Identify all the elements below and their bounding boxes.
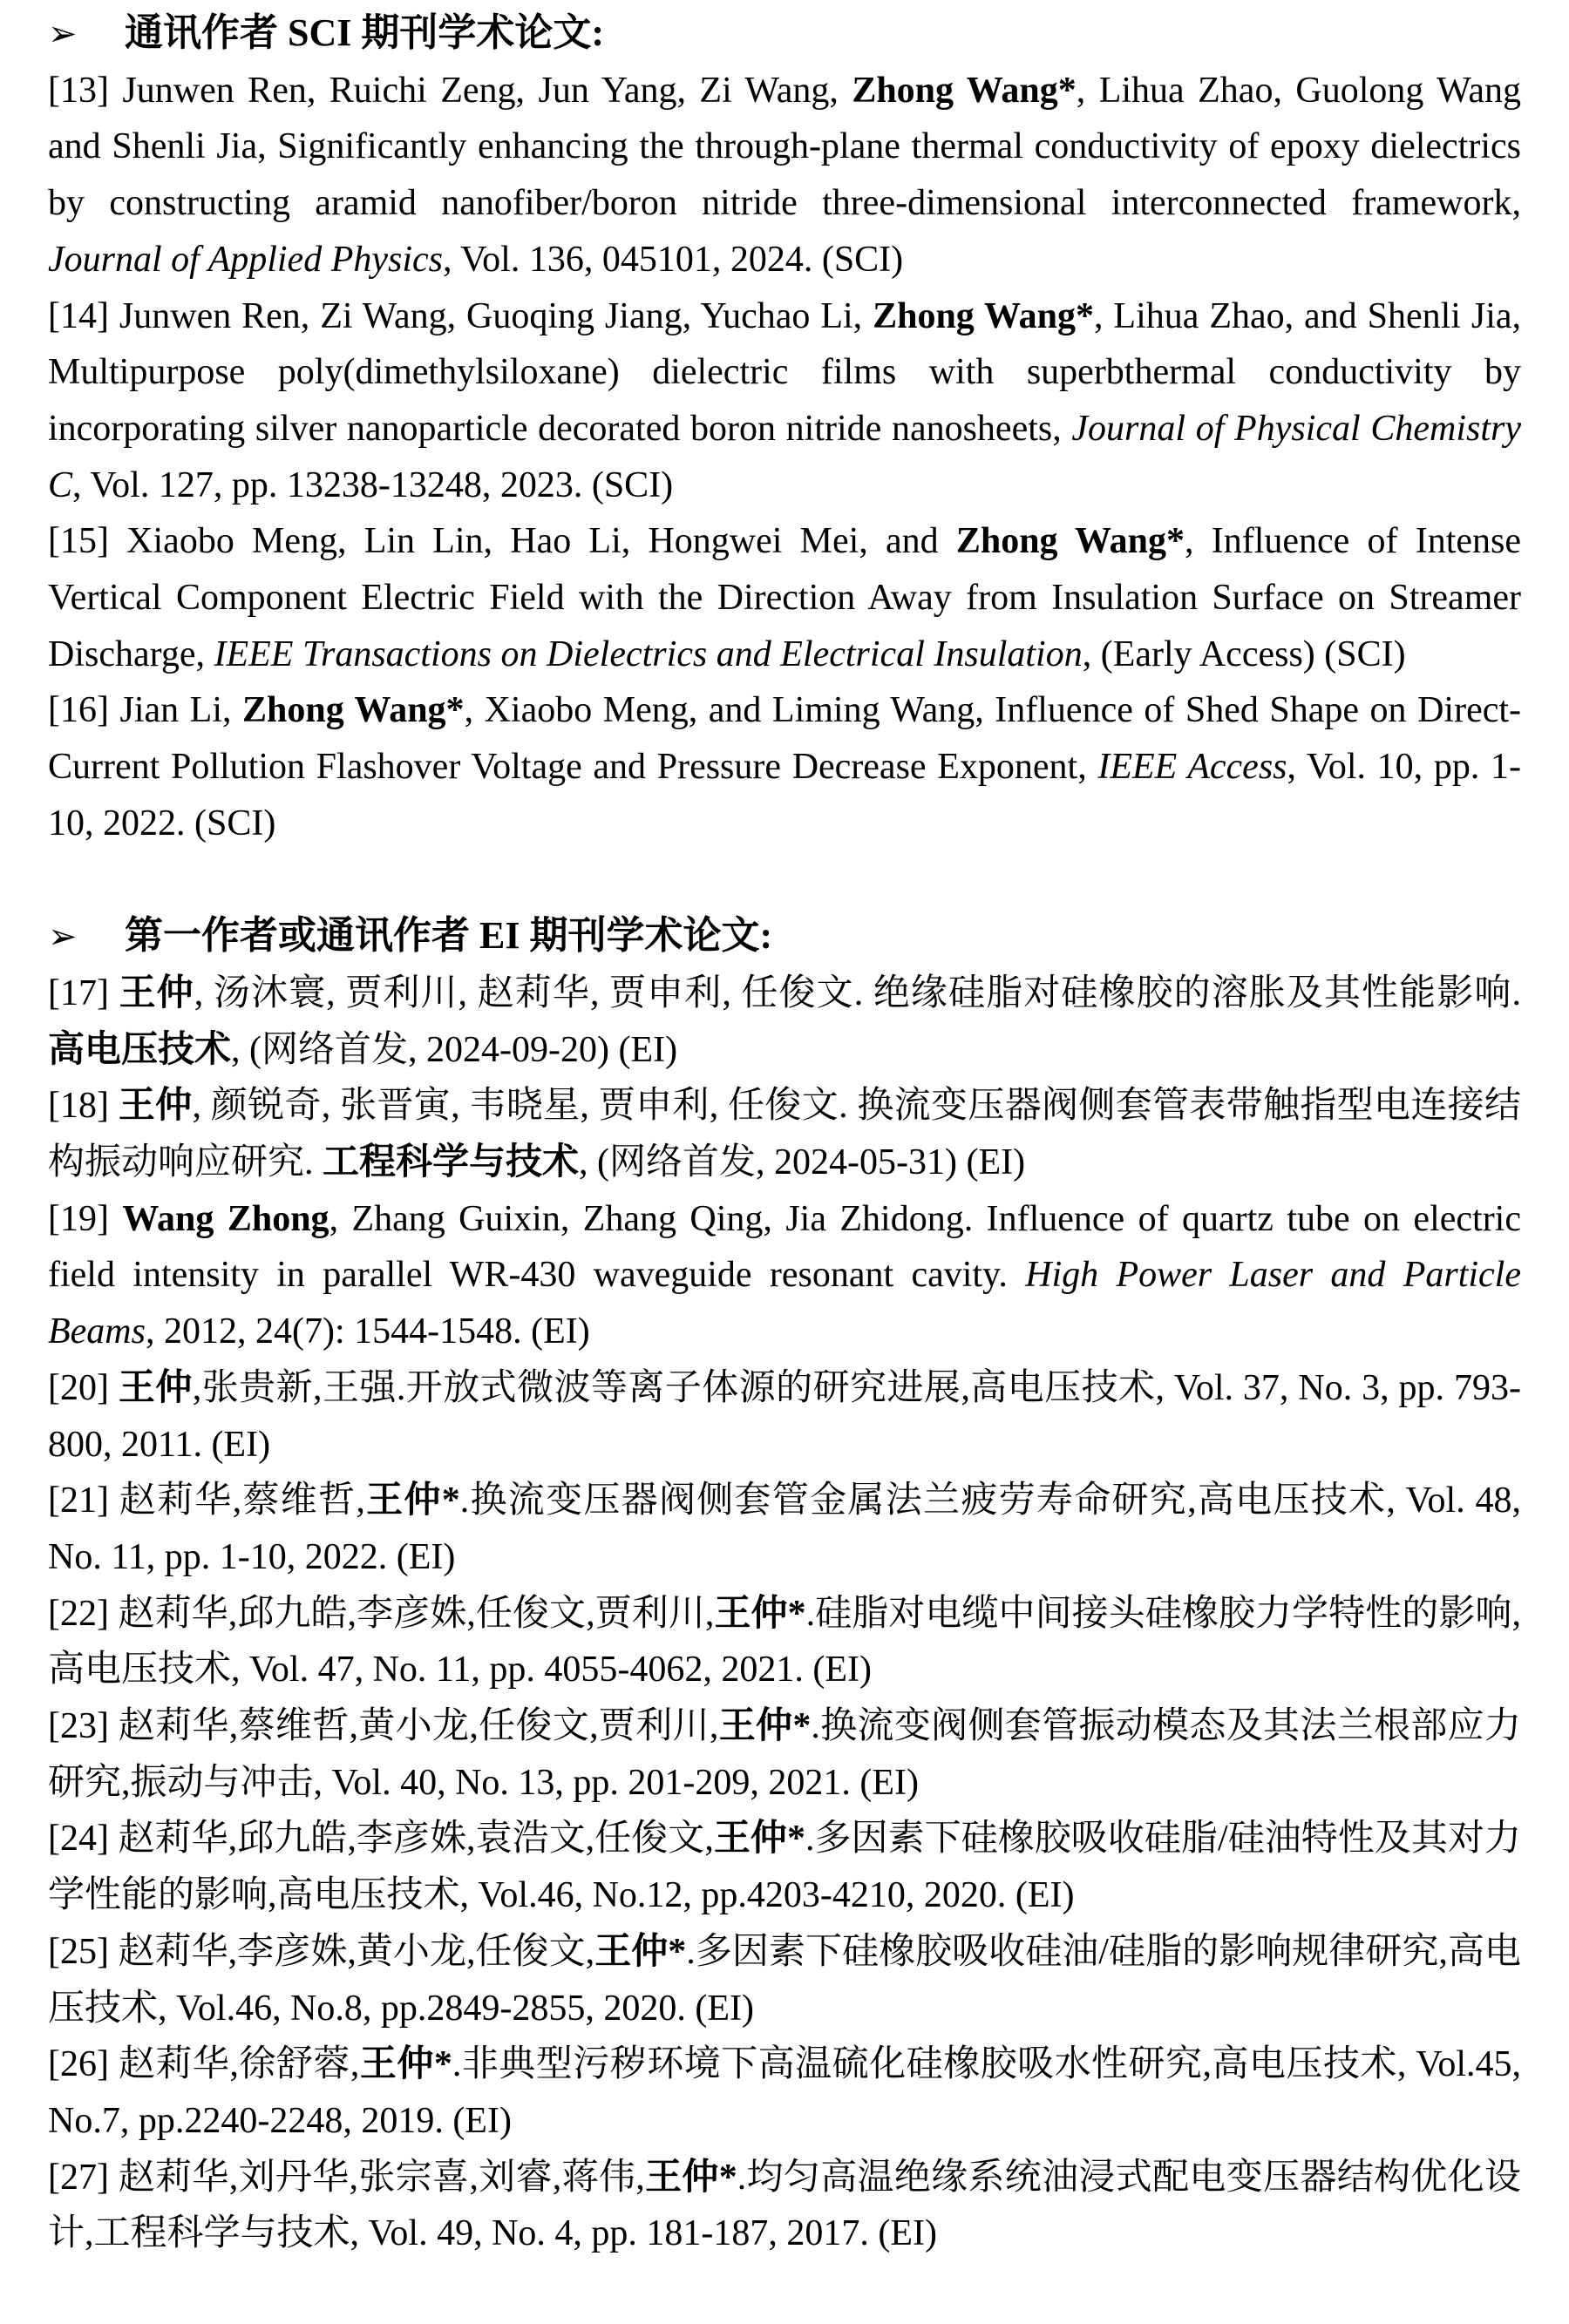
bold-author-run: 工程科学与技术 — [323, 1142, 580, 1183]
bold-author-run: 王仲* — [714, 1593, 806, 1634]
text-run: .非典型污秽环境下高温硫化硅橡胶吸水性研究,高电压技术, Vol.45, No.7, pp.2240-2248, 2019. (EI) — [48, 2044, 1521, 2141]
text-run: [22] 赵莉华,邱九皓,李彦姝,任俊文,贾利川, — [48, 1593, 715, 1634]
reference-item — [48, 682, 1521, 851]
text-run: .均匀高温绝缘系统油浸式配电变压器结构优化设计,工程科学与技术, Vol. 49, No. 4, pp. 181-187, 2017. (EI) — [48, 2157, 1521, 2254]
bold-author-run: 王仲* — [718, 1706, 812, 1747]
bold-author-run: Zhong Wang* — [852, 70, 1077, 111]
reference-item — [48, 1924, 1521, 2036]
reference-item — [48, 2150, 1521, 2262]
text-run: , Influence of Intense Vertical Component Electric Field with the Direction Away from Insulation Surface on Streamer Discharge, — [48, 521, 1521, 674]
text-run: [16] Jian Li, — [48, 690, 243, 731]
bold-author-run: 高电压技术 — [48, 1029, 232, 1070]
reference-item — [48, 1191, 1521, 1360]
text-run: , (网络首发, 2024-05-31) (EI) — [579, 1142, 1026, 1183]
text-run: [18] — [48, 1086, 119, 1127]
bold-author-run: Zhong Wang* — [242, 690, 465, 731]
text-run: [19] — [48, 1198, 123, 1239]
text-run: .换流变压器阀侧套管金属法兰疲劳寿命研究,高电压技术, Vol. 48, No. 11, pp. 1-10, 2022. (EI) — [48, 1480, 1521, 1577]
bold-author-run: Zhong Wang* — [873, 295, 1095, 336]
text-run: [25] 赵莉华,李彦姝,黄小龙,任俊文, — [48, 1931, 595, 1972]
text-run: [21] 赵莉华,蔡维哲, — [48, 1480, 365, 1521]
section-heading — [48, 5, 1521, 63]
reference-item — [48, 1586, 1521, 1698]
bold-author-run: Wang Zhong — [122, 1198, 329, 1239]
bold-author-run: 王仲* — [359, 2044, 452, 2085]
arrow-bullet-icon: ➢ — [48, 917, 78, 957]
text-run: .多因素下硅橡胶吸收硅油/硅脂的影响规律研究,高电压技术, Vol.46, No.8, pp.2849-2855, 2020. (EI) — [48, 1931, 1521, 2029]
text-run: [20] — [48, 1367, 119, 1408]
journal-title-run: IEEE Transactions on Dielectrics and Electrical Insulation — [214, 634, 1083, 674]
text-run: .换流变阀侧套管振动模态及其法兰根部应力研究,振动与冲击, Vol. 40, No. 13, pp. 201-209, 2021. (EI) — [48, 1706, 1521, 1803]
text-run: ,张贵新,王强.开放式微波等离子体源的研究进展,高电压技术, Vol. 37, No. 3, pp. 793-800, 2011. (EI) — [48, 1367, 1521, 1465]
bold-author-run: 王仲 — [118, 1367, 193, 1408]
text-run: , Vol. 136, 045101, 2024. (SCI) — [443, 239, 904, 280]
reference-item — [48, 288, 1521, 514]
section-heading — [48, 908, 1521, 966]
text-run: , Xiaobo Meng, and Liming Wang, Influence of Shed Shape on Direct-Current Pollution Flashover Voltage and Pressure Decrease Exponent, — [48, 690, 1522, 788]
section-ei-journal-papers — [48, 908, 1521, 2262]
reference-list — [48, 63, 1521, 852]
text-run: , Vol. 127, pp. 13238-13248, 2023. (SCI) — [72, 464, 674, 505]
text-run: [13] Junwen Ren, Ruichi Zeng, Jun Yang, Zi Wang, — [48, 70, 852, 111]
text-run: , Zhang Guixin, Zhang Qing, Jia Zhidong. Influence of quartz tube on electric field intensity in parallel WR-430 waveguide resonant cavity. — [48, 1198, 1521, 1296]
bold-author-run: Zhong Wang* — [955, 521, 1185, 562]
bold-author-run: 王仲* — [713, 1819, 805, 1860]
reference-item — [48, 1698, 1521, 1811]
bold-author-run: 王仲* — [364, 1480, 460, 1521]
text-run: , (网络首发, 2024-09-20) (EI) — [231, 1029, 678, 1070]
text-run: [23] 赵莉华,蔡维哲,黄小龙,任俊文,贾利川, — [48, 1706, 719, 1747]
journal-title-run: Journal of Physical Chemistry C — [48, 408, 1521, 505]
reference-item — [48, 1811, 1521, 1923]
section-heading-text: 第一作者或通讯作者 EI 期刊学术论文: — [125, 914, 773, 958]
reference-list — [48, 966, 1521, 2262]
reference-item — [48, 513, 1521, 682]
text-run: , 颜锐奇, 张晋寅, 韦晓星, 贾申利, 任俊文. 换流变压器阀侧套管表带触指型电连接结构振动响应研究. — [48, 1086, 1521, 1183]
text-run: [14] Junwen Ren, Zi Wang, Guoqing Jiang, Yuchao Li, — [48, 295, 873, 336]
text-run: [26] 赵莉华,徐舒蓉, — [48, 2044, 360, 2085]
journal-title-run: High Power Laser and Particle Beams — [48, 1255, 1521, 1352]
reference-item — [48, 1078, 1521, 1190]
bold-author-run: 王仲 — [119, 972, 194, 1013]
reference-item — [48, 1473, 1521, 1585]
text-run: , Vol. 10, pp. 1-10, 2022. (SCI) — [48, 747, 1521, 844]
text-run: , (Early Access) (SCI) — [1082, 634, 1406, 674]
text-run: .硅脂对电缆中间接头硅橡胶力学特性的影响,高电压技术, Vol. 47, No. 11, pp. 4055-4062, 2021. (EI) — [48, 1593, 1521, 1690]
text-run: [15] Xiaobo Meng, Lin Lin, Hao Li, Hongwei Mei, and — [48, 521, 956, 562]
reference-item — [48, 966, 1521, 1078]
journal-title-run: IEEE Access — [1097, 747, 1287, 788]
text-run: , 汤沐寰, 贾利川, 赵莉华, 贾申利, 任俊文. 绝缘硅脂对硅橡胶的溶胀及其性能影响. — [194, 972, 1521, 1013]
reference-item — [48, 1360, 1521, 1473]
journal-title-run: Journal of Applied Physics — [48, 239, 443, 280]
bold-author-run: 王仲* — [644, 2157, 737, 2198]
text-run: .多因素下硅橡胶吸收硅脂/硅油特性及其对力学性能的影响,高电压技术, Vol.46, No.12, pp.4203-4210, 2020. (EI) — [48, 1819, 1521, 1916]
reference-item — [48, 63, 1521, 288]
text-run: , 2012, 24(7): 1544-1548. (EI) — [145, 1311, 590, 1352]
bold-author-run: 王仲* — [594, 1931, 687, 1972]
text-run: , Lihua Zhao, Guolong Wang and Shenli Jia, Significantly enhancing the through-plane thermal conductivity of epoxy dielectrics by constructing aramid nanofiber/boron nitride three-dimensional interconnected framework, — [48, 70, 1521, 224]
arrow-bullet-icon: ➢ — [48, 14, 78, 53]
bold-author-run: 王仲 — [118, 1086, 193, 1127]
text-run: , Lihua Zhao, and Shenli Jia, Multipurpose poly(dimethylsiloxane) dielectric films with superbthermal conductivity by incorporating silver nanoparticle decorated boron nitride nanosheets, — [48, 295, 1522, 449]
text-run: [24] 赵莉华,邱九皓,李彦姝,袁浩文,任俊文, — [48, 1819, 714, 1860]
reference-item — [48, 2036, 1521, 2149]
section-heading-text: 通讯作者 SCI 期刊学术论文: — [125, 11, 605, 54]
text-run: [17] — [48, 972, 119, 1013]
section-sci-journal-papers — [48, 5, 1521, 852]
text-run: [27] 赵莉华,刘丹华,张宗喜,刘睿,蒋伟, — [48, 2157, 645, 2198]
section-gap — [48, 852, 1521, 909]
